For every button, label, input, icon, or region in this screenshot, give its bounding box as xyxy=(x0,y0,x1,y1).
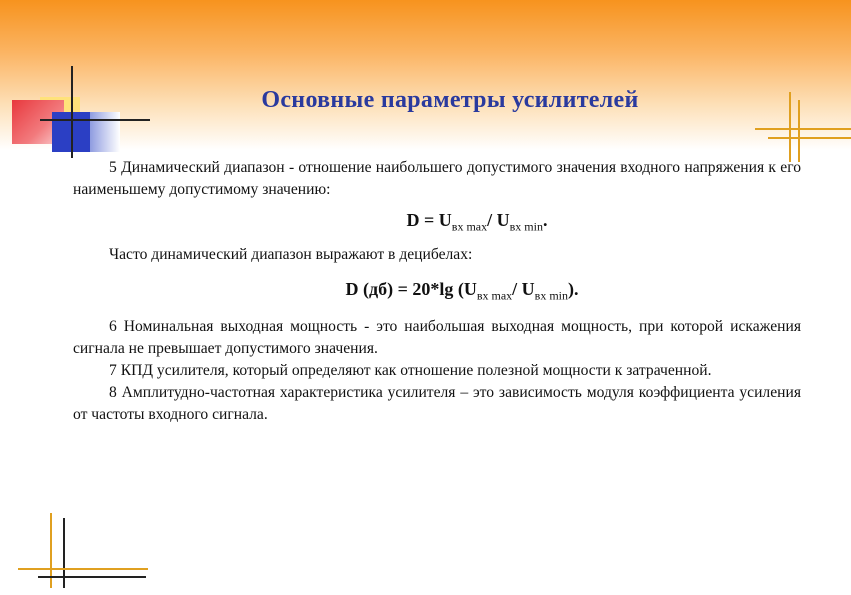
decor-horizontal-line-top-left xyxy=(40,119,150,121)
formula-dynamic-range-db xyxy=(73,278,801,307)
formula2-lhs: D (дб) = 20*lg (U xyxy=(345,278,477,299)
decor-gold-horizontal-line-top-right-1 xyxy=(755,128,851,130)
paragraph-decibels: Часто динамический диапазон выражают в децибелах: xyxy=(109,245,473,263)
slide-body xyxy=(73,157,801,426)
formula2-mid: / U xyxy=(512,278,535,299)
paragraph-dynamic-range: 5 Динамический диапазон - отношение наибольшего допустимого значения входного напряжения к его наименьшему допустимому значению: xyxy=(73,159,801,198)
slide-title: Основные параметры усилителей xyxy=(261,87,639,113)
decor-blue-fade xyxy=(90,112,120,152)
paragraph-frequency-response: 8 Амплитудно-частотная характеристика усилителя – это зависимость модуля коэффициента усиления от частоты входного сигнала. xyxy=(73,384,801,424)
decor-horizontal-line-bottom-left xyxy=(38,576,146,578)
formula1-sub-max: вх max xyxy=(451,219,488,234)
formula1-sub-min: вх min xyxy=(509,219,543,234)
formula2-sub-max: вх max xyxy=(476,288,513,303)
formula1-end: . xyxy=(542,210,548,230)
decor-gold-horizontal-line-top-right-2 xyxy=(768,137,851,139)
decor-gold-horizontal-line-bottom-left xyxy=(18,568,148,570)
decor-gold-vertical-line-top-right-2 xyxy=(798,100,800,162)
paragraph-efficiency: 7 КПД усилителя, который определяют как отношение полезной мощности к затраченной. xyxy=(109,362,712,380)
formula2-end: ). xyxy=(568,278,579,299)
paragraph-nominal-power: 6 Номинальная выходная мощность - это наибольшая выходная мощность, при которой искажения сигнала не превышает допустимого значения. xyxy=(73,318,801,358)
formula1-mid: / U xyxy=(487,210,510,230)
decor-gold-vertical-line-top-right-1 xyxy=(789,92,791,162)
formula1-lhs: D = U xyxy=(406,210,452,230)
formula2-sub-min: вх min xyxy=(534,288,568,303)
formula-dynamic-range xyxy=(73,209,801,238)
header-gradient-band xyxy=(0,0,851,150)
decor-vertical-line-top-left xyxy=(71,66,73,158)
